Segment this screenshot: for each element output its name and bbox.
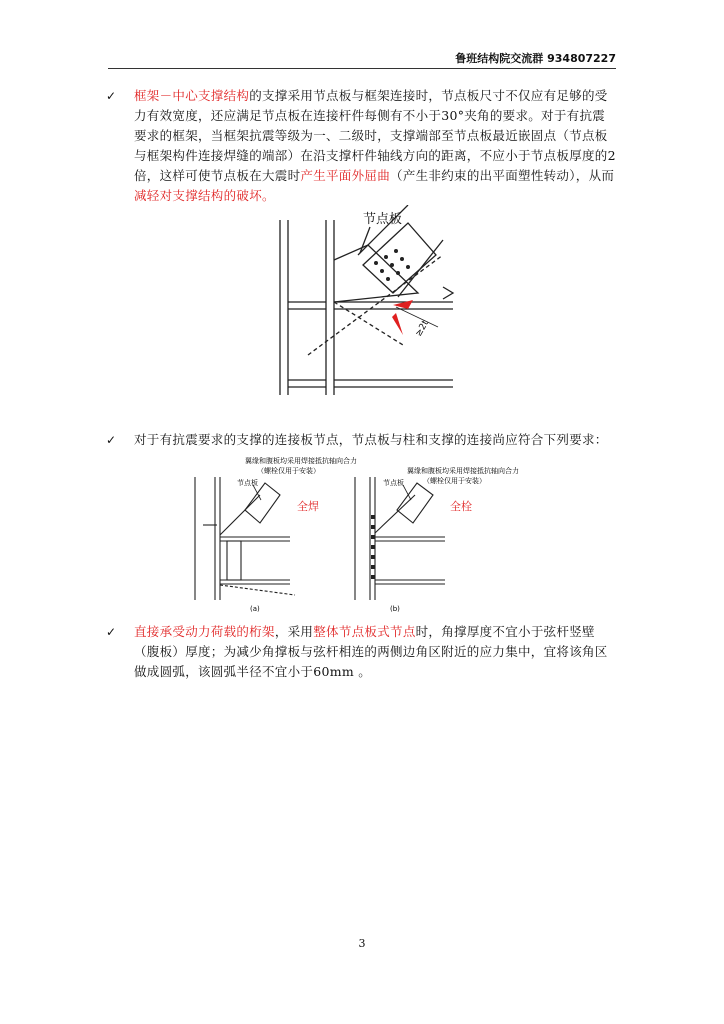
- bullet-item-2: [106, 430, 616, 450]
- para3-seg-3: 时，角撑厚度不宜小于弦杆竖壁（腹板）厚度；为减少角撑板与弦杆相连的两侧边角区附近的应力集中，宜将该角区做成圆弧，该圆弧半径不宜小于60mm 。: [134, 624, 608, 679]
- note-b-line1: 翼缘和腹板均采用焊接抵抗轴向合力: [407, 467, 519, 475]
- caption-b: (b): [390, 605, 400, 613]
- check-icon: ✓: [106, 433, 117, 447]
- figure-2-welded-bolted: [185, 455, 555, 615]
- figure1-dim-label: ≥2t: [413, 318, 431, 339]
- plate-label-a: 节点板: [237, 479, 258, 487]
- bolt-label: 全栓: [450, 500, 472, 513]
- para1-seg-3: （产生非约束的出平面塑性转动），从而: [390, 168, 615, 183]
- note-a-line2: （螺栓仅用于安装）: [257, 467, 320, 475]
- para3-seg-2: 整体节点板式节点: [313, 624, 416, 639]
- figure1-label: 节点板: [363, 212, 403, 227]
- para1-seg-2: 产生平面外屈曲: [300, 168, 391, 183]
- paragraph-3: [134, 622, 616, 682]
- para1-seg-0: 框架－中心支撑结构: [134, 88, 250, 103]
- caption-a: (a): [250, 605, 260, 613]
- weld-label: 全焊: [297, 500, 319, 513]
- paragraph-2: 对于有抗震要求的支撑的连接板节点，节点板与柱和支撑的连接尚应符合下列要求：: [134, 432, 608, 447]
- note-a-line1: 翼缘和腹板均采用焊接抵抗轴向合力: [245, 457, 357, 465]
- page-number: 3: [358, 937, 366, 950]
- para1-seg-1: 的支撑采用节点板与框架连接时，节点板尺寸不仅应有足够的受力有效宽度，还应满足节点板在连接杆件每侧有不小于30°夹角的要求。对于有抗震要求的框架，当框架抗震等级为一、二级时，支撑端部至节点板最近嵌固点（节点板与框架构件连接焊缝的端部）在沿支撑杆件轴线方向的距离，不应小于节点板厚度的2倍，这样可使节点板在大震时: [134, 88, 616, 183]
- page-header: [108, 50, 616, 69]
- header-group-text: 鲁班结构院交流群 934807227: [455, 52, 616, 65]
- figure-1-gusset-connection: [268, 205, 458, 400]
- paragraph-1: [134, 86, 616, 206]
- plate-label-b: 节点板: [383, 479, 404, 487]
- check-icon: ✓: [106, 89, 117, 103]
- para3-seg-0: 直接承受动力荷载的桁架: [134, 624, 275, 639]
- bullet-item-1: [106, 86, 616, 206]
- para3-seg-1: ，采用: [274, 624, 314, 639]
- check-icon: ✓: [106, 625, 117, 639]
- para1-seg-4: 减轻对支撑结构的破坏。: [134, 188, 275, 203]
- note-b-line2: （螺栓仅用于安装）: [423, 477, 486, 485]
- bullet-item-3: [106, 622, 616, 682]
